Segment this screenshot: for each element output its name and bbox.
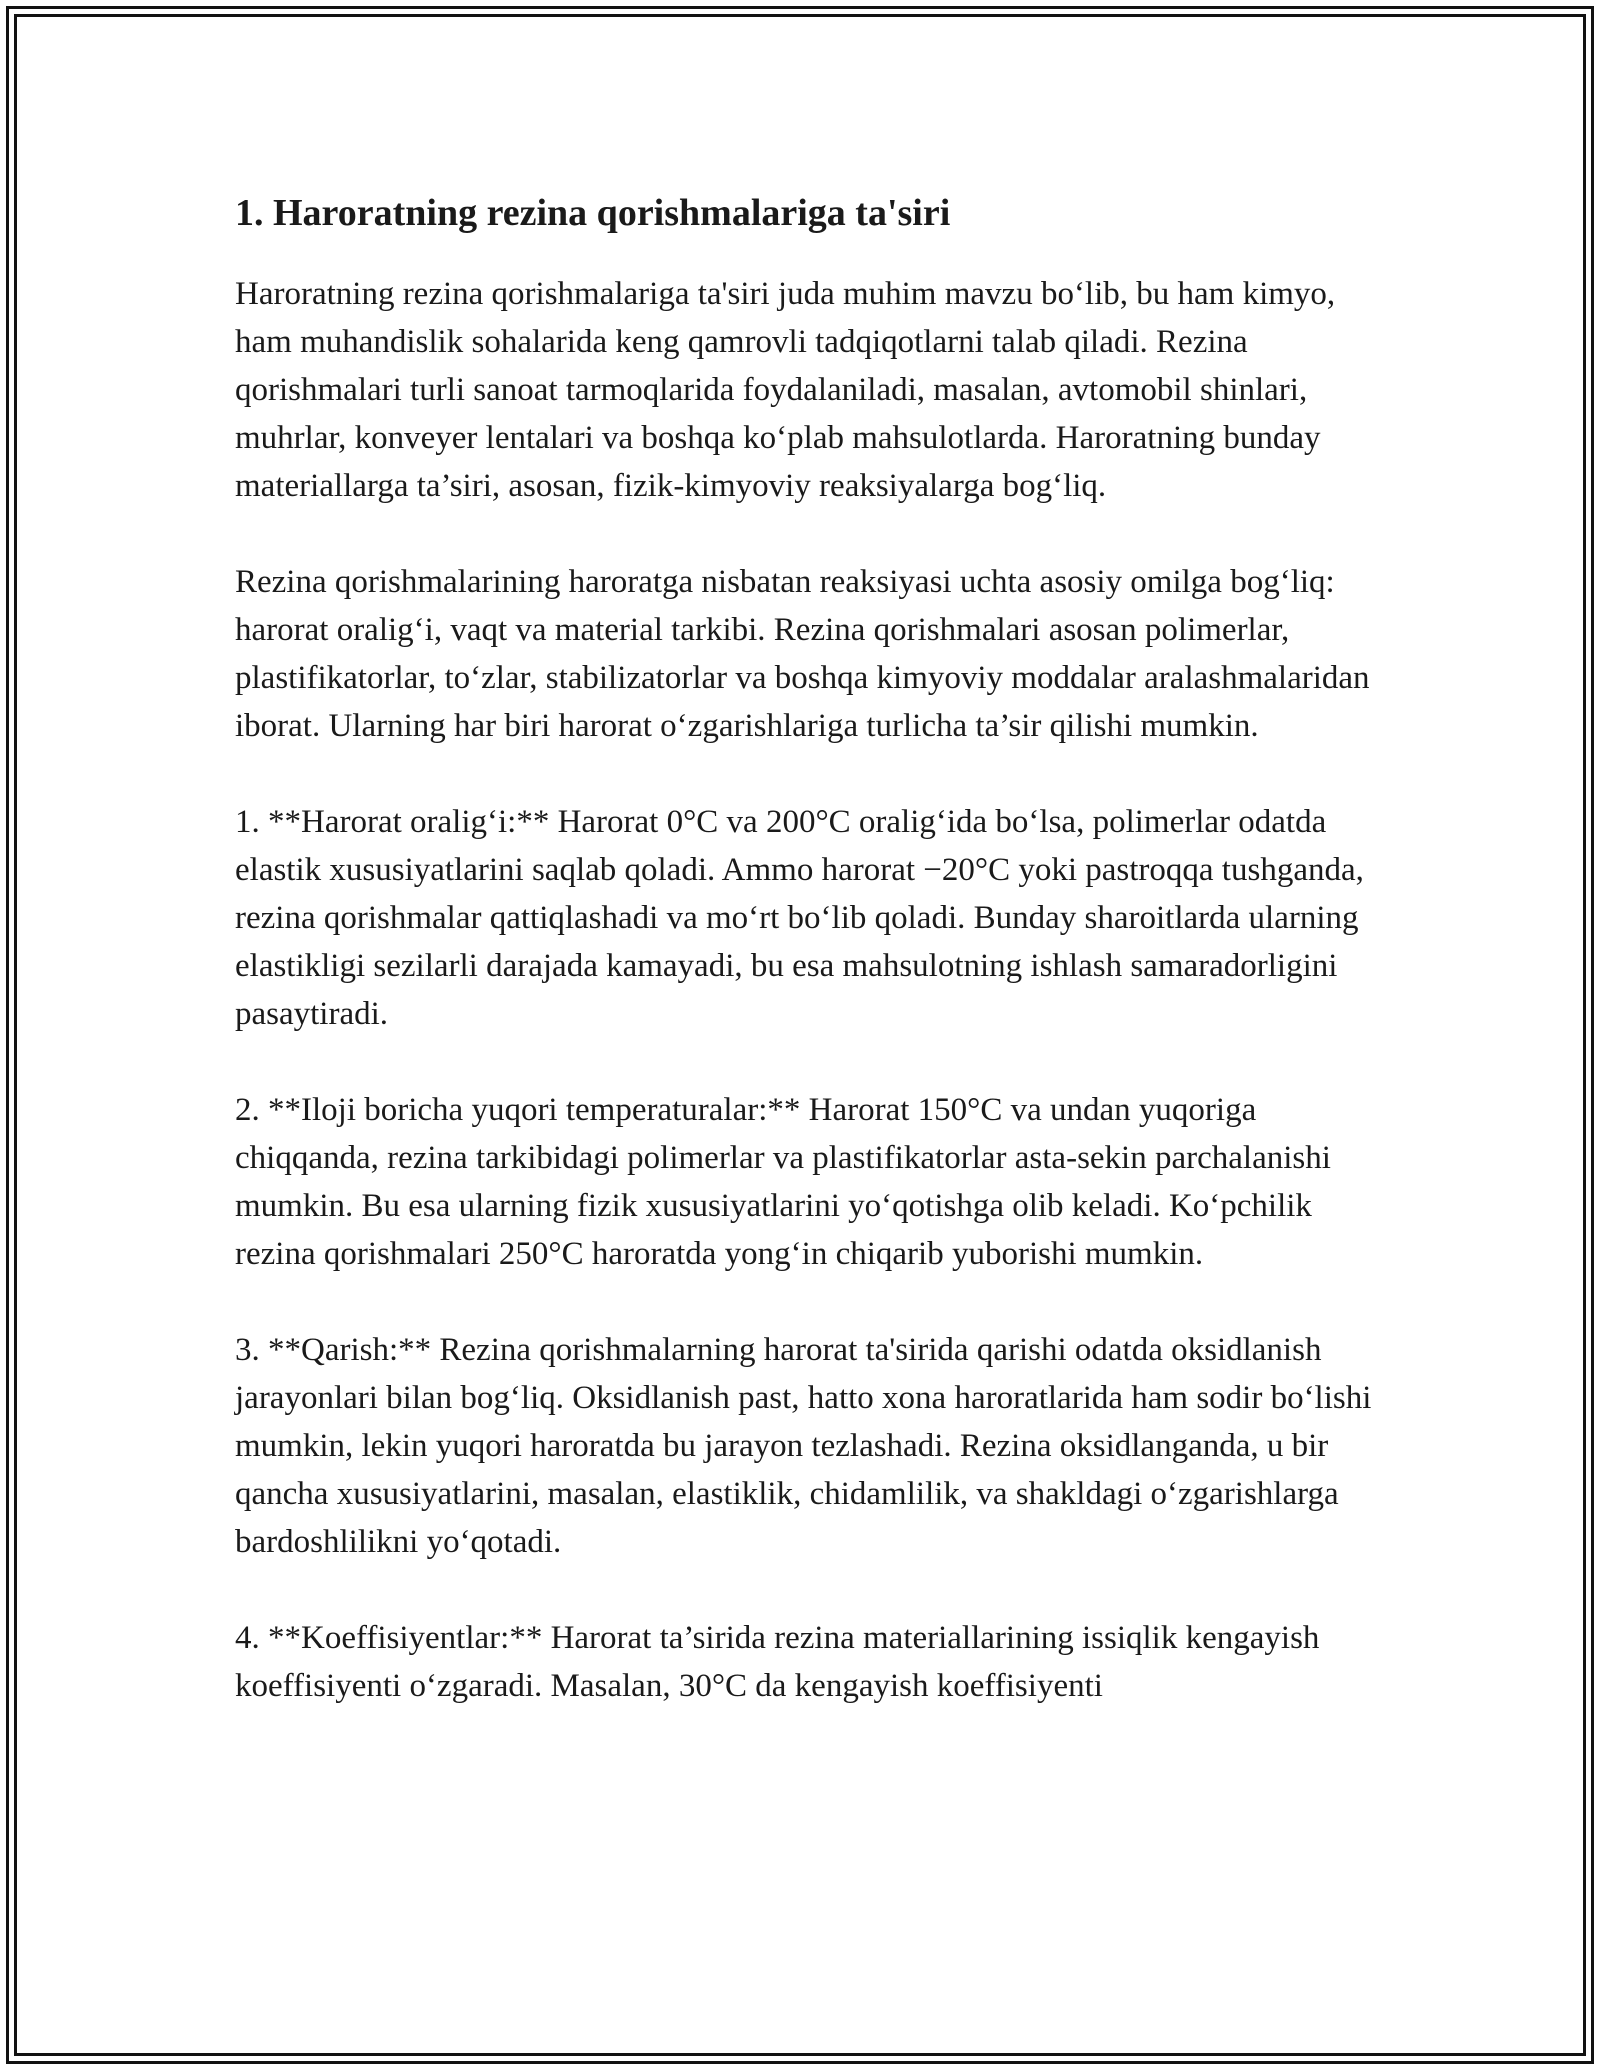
document-body [235, 186, 1385, 1758]
paragraph-aging: 3. **Qarish:** Rezina qorishmalarning harorat ta'sirida qarishi odatda oksidlanish jarayonlari bilan bog‘liq. Oksidlanish past, hatto xona haroratlarida ham sodir bo‘lishi mumkin, lekin yuqori haroratda bu jarayon tezlashadi. Rezina oksidlanganda, u bir qancha xususiyatlarini, masalan, elastiklik, chidamlilik, va shakldagi o‘zgarishlarga bardoshlilikni yo‘qotadi. [235, 1332, 1372, 1560]
document-title: 1. Haroratning rezina qorishmalariga ta'siri [235, 192, 951, 234]
paragraph-intro: Haroratning rezina qorishmalariga ta'siri juda muhim mavzu bo‘lib, bu ham kimyo, ham muhandislik sohalarida keng qamrovli tadqiqotlarni talab qiladi. Rezina qorishmalari turli sanoat tarmoqlarida foydalaniladi, masalan, avtomobil shinlari, muhrlar, konveyer lentalari va boshqa ko‘plab mahsulotlarda. Haroratning bunday materiallarga ta’siri, asosan, fizik-kimyoviy reaksiyalarga bog‘liq. [235, 276, 1336, 504]
paragraph-coefficients: 4. **Koeffisiyentlar:** Harorat ta’sirida rezina materiallarining issiqlik kengayish koeffisiyenti o‘zgaradi. Masalan, 30°C da kengayish koeffisiyenti [235, 1620, 1320, 1704]
paragraph-temperature-range: 1. **Harorat oralig‘i:** Harorat 0°C va 200°C oralig‘ida bo‘lsa, polimerlar odatda elastik xususiyatlarini saqlab qoladi. Ammo harorat −20°C yoki pastroqqa tushganda, rezina qorishmalar qattiqlashadi va mo‘rt bo‘lib qoladi. Bunday sharoitlarda ularning elastikligi sezilarli darajada kamayadi, bu esa mahsulotning ishlash samaradorligini pasaytiradi. [235, 804, 1364, 1032]
paragraph-high-temperatures: 2. **Iloji boricha yuqori temperaturalar:** Harorat 150°C va undan yuqoriga chiqqanda, rezina tarkibidagi polimerlar va plastifikatorlar asta-sekin parchalanishi mumkin. Bu esa ularning fizik xususiyatlarini yo‘qotishga olib keladi. Ko‘pchilik rezina qorishmalari 250°C haroratda yong‘in chiqarib yuborishi mumkin. [235, 1092, 1331, 1272]
paragraph-factors: Rezina qorishmalarining haroratga nisbatan reaksiyasi uchta asosiy omilga bog‘liq: harorat oralig‘i, vaqt va material tarkibi. Rezina qorishmalari asosan polimerlar, plastifikatorlar, to‘zlar, stabilizatorlar va boshqa kimyoviy moddalar aralashmalaridan iborat. Ularning har biri harorat o‘zgarishlariga turlicha ta’sir qilishi mumkin. [235, 564, 1370, 744]
